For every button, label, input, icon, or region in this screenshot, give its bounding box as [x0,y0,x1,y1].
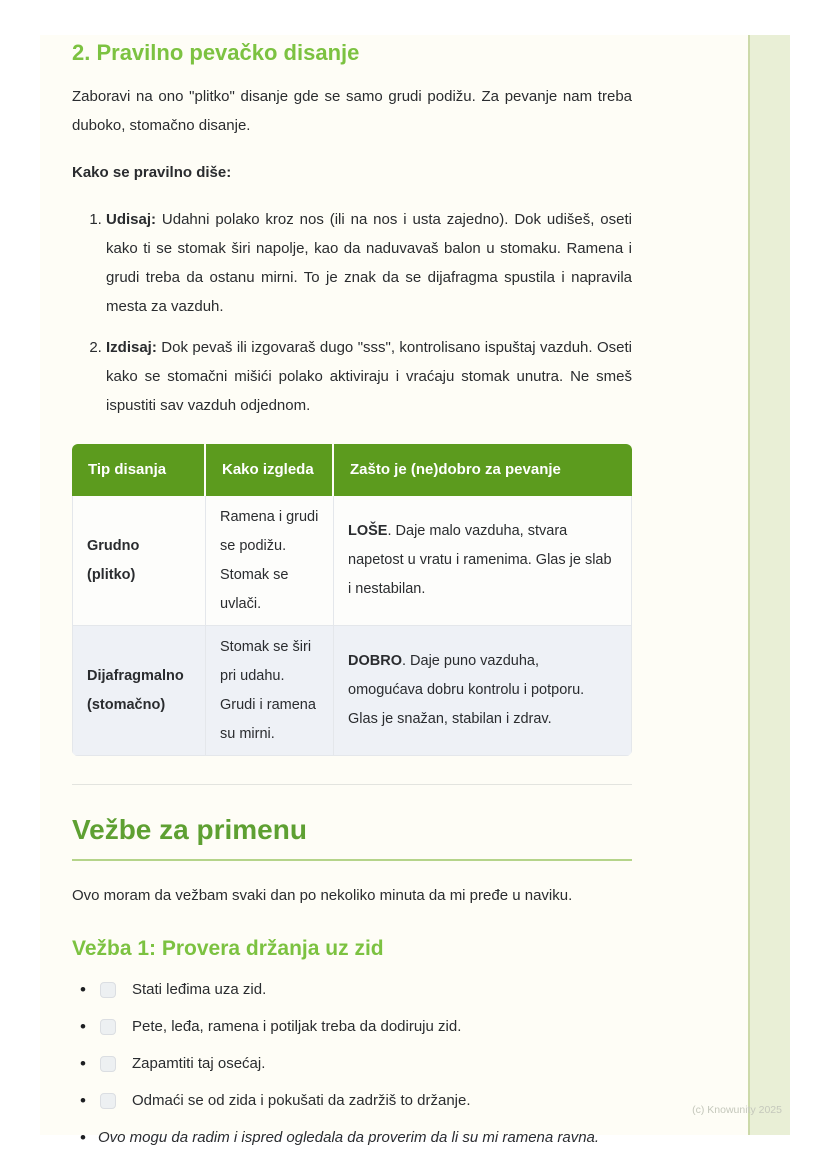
table-row [72,496,632,626]
checklist-note-item [72,1127,632,1149]
checklist-item [72,1053,632,1075]
checkbox-unchecked[interactable] [100,1056,116,1072]
step-text: Udahni polako kroz nos (ili na nos i usta zajedno). Dok udišeš, oseti kako ti se stomak širi napolje, kao da naduvavaš balon u stomaku. Ramena i grudi treba da ostanu mirni. To je znak da se dijafragma spustila i napravila mesta za vazduh. [106,211,632,316]
checklist-item [72,1016,632,1038]
step-label: Udisaj: [106,211,157,229]
column-header-verdict: Zašto je (ne)dobro za pevanje [334,444,632,496]
section-title-breathing: 2. Pravilno pevačko disanje [72,40,360,65]
breathing-comparison-table [72,444,632,756]
bullet-icon: • [80,1128,86,1148]
cell-breathing-looks: Stomak se širi pri udahu. Grudi i ramena su mirni. [206,626,334,756]
step-label: Izdisaj: [106,339,157,357]
bullet-icon: • [80,1054,86,1074]
bullet-icon: • [80,980,86,1000]
right-accent-bar [748,35,790,1135]
document-content [72,35,632,1164]
bullet-icon: • [80,1091,86,1111]
checkbox-unchecked[interactable] [100,1019,116,1035]
verdict-word: LOŠE [348,523,388,540]
checklist-item-label: Stati leđima uza zid. [132,981,267,999]
verdict-word: DOBRO [348,653,402,670]
breathing-intro-paragraph: Zaboravi na ono "plitko" disanje gde se samo grudi podižu. Za pevanje nam treba duboko, stomačno disanje. [72,88,632,135]
checklist-item [72,1090,632,1112]
checkbox-unchecked[interactable] [100,982,116,998]
table-header-row [72,444,632,496]
cell-breathing-type: Grudno (plitko) [72,496,206,626]
copyright-watermark: (c) Knowunity 2025 [692,1104,782,1116]
checklist-item-label: Zapamtiti taj osećaj. [132,1055,266,1073]
breathing-steps-list [72,205,632,420]
table-row [72,626,632,756]
exercises-intro-paragraph: Ovo moram da vežbam svaki dan po nekoliko minuta da mi pređe u naviku. [72,886,573,904]
checklist-item-label: Odmaći se od zida i pokušati da zadržiš to držanje. [132,1092,471,1110]
cell-breathing-verdict [334,626,632,756]
section-divider [72,784,632,785]
list-item [106,205,632,321]
verdict-detail: . Daje malo vazduha, stvara napetost u vratu i ramenima. Glas je slab i nestabilan. [348,523,612,598]
checkbox-unchecked[interactable] [100,1093,116,1109]
verdict-detail: . Daje puno vazduha, omogućava dobru kontrolu i potporu. Glas je snažan, stabilan i zdrav. [348,653,585,728]
step-text: Dok pevaš ili izgovaraš dugo "sss", kontrolisano ispuštaj vazduh. Oseti kako se stomačni mišići polako aktiviraju i vraćaju stomak unutra. Ne smeš ispustiti sav vazduh odjednom. [106,339,632,415]
cell-breathing-type: Dijafragmalno (stomačno) [72,626,206,756]
exercise1-note: Ovo mogu da radim i ispred ogledala da proverim da li su mi ramena ravna. [98,1129,600,1147]
cell-breathing-verdict [334,496,632,626]
breathing-lead: Kako se pravilno diše: [72,164,232,182]
checklist-item-label: Pete, leđa, ramena i potiljak treba da dodiruju zid. [132,1018,462,1036]
checklist-item [72,979,632,1001]
exercise1-checklist [72,979,632,1149]
document-page [40,35,790,1148]
section-title-exercises: Vežbe za primenu [72,813,632,861]
cell-breathing-looks: Ramena i grudi se podižu. Stomak se uvlači. [206,496,334,626]
bullet-icon: • [80,1017,86,1037]
exercise1-title: Vežba 1: Provera držanja uz zid [72,936,384,960]
column-header-type: Tip disanja [72,444,206,496]
column-header-looks: Kako izgleda [206,444,334,496]
list-item [106,333,632,420]
